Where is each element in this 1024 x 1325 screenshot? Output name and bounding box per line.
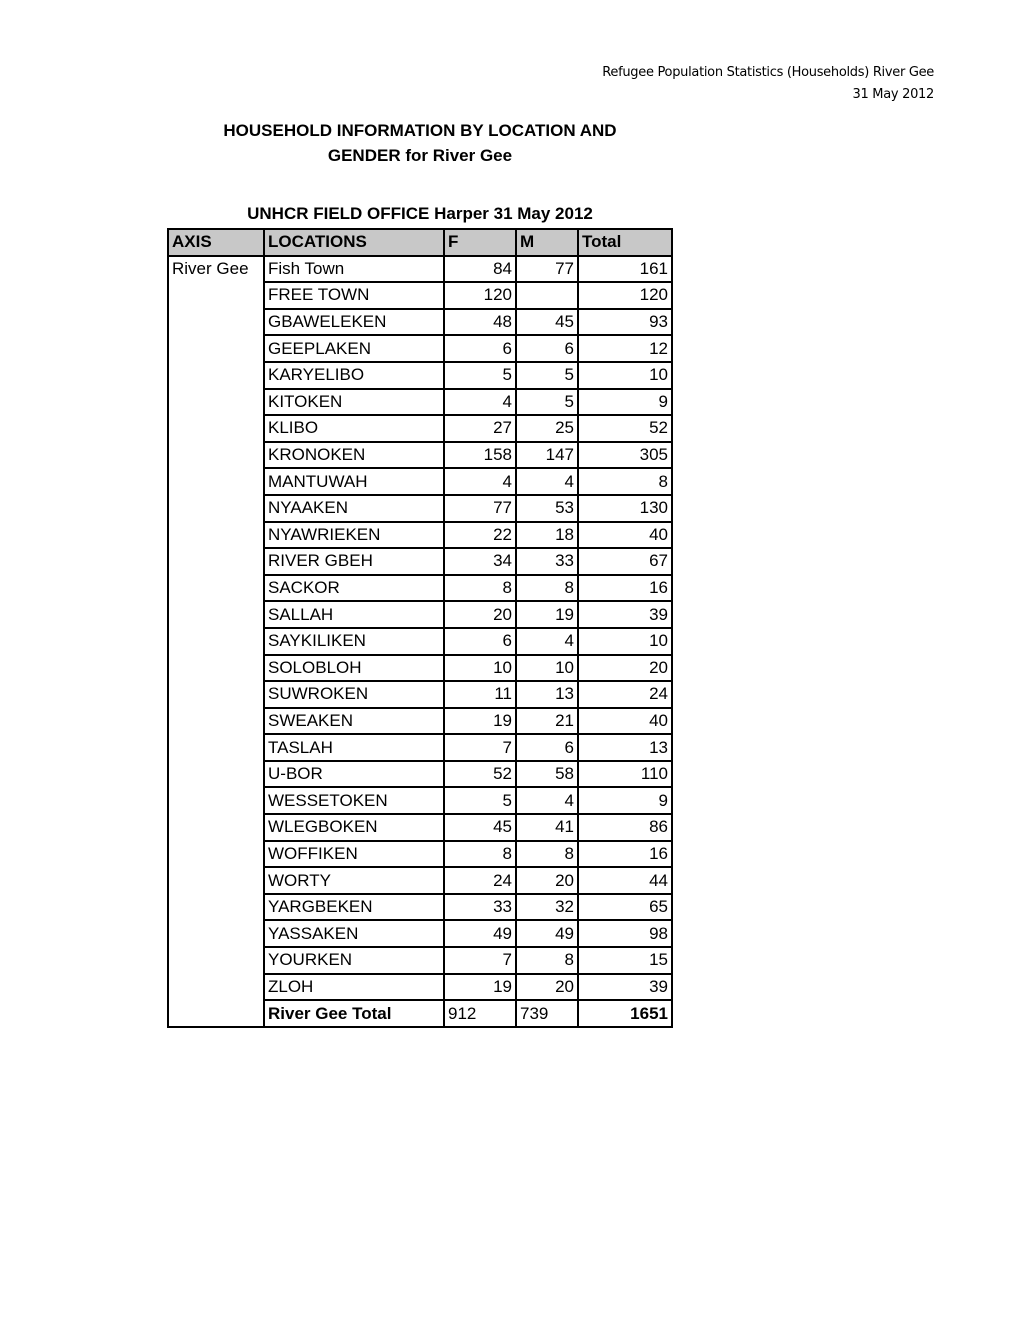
m-cell (516, 282, 578, 309)
col-header-locations: LOCATIONS (264, 229, 444, 256)
document-header (602, 62, 934, 106)
location-cell: WLEGBOKEN (264, 814, 444, 841)
f-cell: 48 (444, 309, 516, 336)
table-caption: UNHCR FIELD OFFICE Harper 31 May 2012 (247, 204, 593, 223)
m-cell: 20 (516, 867, 578, 894)
f-cell: 4 (444, 389, 516, 416)
f-cell: 158 (444, 442, 516, 469)
total-cell: 40 (578, 708, 672, 735)
m-cell: 8 (516, 947, 578, 974)
location-cell: KLIBO (264, 415, 444, 442)
f-cell: 4 (444, 468, 516, 495)
total-cell: 12 (578, 335, 672, 362)
total-cell: 39 (578, 601, 672, 628)
f-cell: 8 (444, 575, 516, 602)
m-cell: 18 (516, 522, 578, 549)
location-cell: GEEPLAKEN (264, 335, 444, 362)
location-cell: U-BOR (264, 761, 444, 788)
m-cell: 4 (516, 787, 578, 814)
m-cell: 25 (516, 415, 578, 442)
m-cell: 8 (516, 841, 578, 868)
m-cell: 33 (516, 548, 578, 575)
total-cell: 305 (578, 442, 672, 469)
total-cell: 120 (578, 282, 672, 309)
total-cell: 65 (578, 894, 672, 921)
col-header-total: Total (578, 229, 672, 256)
m-cell: 147 (516, 442, 578, 469)
axis-cell: River Gee (168, 256, 264, 1027)
f-cell: 24 (444, 867, 516, 894)
location-cell: SUWROKEN (264, 681, 444, 708)
f-cell: 5 (444, 787, 516, 814)
total-cell: 98 (578, 920, 672, 947)
m-cell: 6 (516, 335, 578, 362)
total-cell: 16 (578, 575, 672, 602)
location-cell: YASSAKEN (264, 920, 444, 947)
location-cell: YARGBEKEN (264, 894, 444, 921)
m-cell: 8 (516, 575, 578, 602)
m-cell: 49 (516, 920, 578, 947)
f-cell: 8 (444, 841, 516, 868)
location-cell: YOURKEN (264, 947, 444, 974)
household-table (167, 228, 673, 1028)
location-cell: MANTUWAH (264, 468, 444, 495)
f-cell: 33 (444, 894, 516, 921)
total-cell: 40 (578, 522, 672, 549)
location-cell: Fish Town (264, 256, 444, 283)
total-cell: 110 (578, 761, 672, 788)
location-cell: RIVER GBEH (264, 548, 444, 575)
location-cell: NYAAKEN (264, 495, 444, 522)
location-cell: NYAWRIEKEN (264, 522, 444, 549)
m-cell: 45 (516, 309, 578, 336)
f-cell: 27 (444, 415, 516, 442)
total-cell: 130 (578, 495, 672, 522)
f-cell: 10 (444, 655, 516, 682)
location-cell: ZLOH (264, 974, 444, 1001)
total-row-f: 912 (444, 1000, 516, 1027)
m-cell: 4 (516, 468, 578, 495)
m-cell: 20 (516, 974, 578, 1001)
location-cell: WESSETOKEN (264, 787, 444, 814)
m-cell: 5 (516, 389, 578, 416)
f-cell: 120 (444, 282, 516, 309)
location-cell: GBAWELEKEN (264, 309, 444, 336)
total-cell: 86 (578, 814, 672, 841)
m-cell: 19 (516, 601, 578, 628)
location-cell: FREE TOWN (264, 282, 444, 309)
m-cell: 21 (516, 708, 578, 735)
location-cell: SALLAH (264, 601, 444, 628)
f-cell: 22 (444, 522, 516, 549)
total-cell: 10 (578, 362, 672, 389)
total-cell: 39 (578, 974, 672, 1001)
total-cell: 10 (578, 628, 672, 655)
m-cell: 77 (516, 256, 578, 283)
total-cell: 93 (578, 309, 672, 336)
location-cell: TASLAH (264, 734, 444, 761)
location-cell: WOFFIKEN (264, 841, 444, 868)
f-cell: 19 (444, 974, 516, 1001)
location-cell: KARYELIBO (264, 362, 444, 389)
total-cell: 16 (578, 841, 672, 868)
m-cell: 53 (516, 495, 578, 522)
m-cell: 41 (516, 814, 578, 841)
col-header-m: M (516, 229, 578, 256)
m-cell: 10 (516, 655, 578, 682)
m-cell: 5 (516, 362, 578, 389)
table-body (168, 256, 672, 1027)
total-cell: 24 (578, 681, 672, 708)
total-cell: 52 (578, 415, 672, 442)
location-cell: KITOKEN (264, 389, 444, 416)
location-cell: SACKOR (264, 575, 444, 602)
page-title-line-1: HOUSEHOLD INFORMATION BY LOCATION AND (223, 121, 617, 140)
total-row-total: 1651 (578, 1000, 672, 1027)
table-header-row (168, 229, 672, 256)
f-cell: 5 (444, 362, 516, 389)
location-cell: WORTY (264, 867, 444, 894)
header-title: Refugee Population Statistics (Households) River Gee (602, 65, 934, 80)
location-cell: SOLOBLOH (264, 655, 444, 682)
f-cell: 77 (444, 495, 516, 522)
f-cell: 34 (444, 548, 516, 575)
total-cell: 67 (578, 548, 672, 575)
total-cell: 44 (578, 867, 672, 894)
f-cell: 7 (444, 734, 516, 761)
col-header-f: F (444, 229, 516, 256)
total-cell: 161 (578, 256, 672, 283)
f-cell: 20 (444, 601, 516, 628)
m-cell: 6 (516, 734, 578, 761)
f-cell: 6 (444, 335, 516, 362)
total-row-label: River Gee Total (264, 1000, 444, 1027)
m-cell: 58 (516, 761, 578, 788)
page-title-line-2: GENDER for River Gee (327, 146, 513, 165)
header-date: 31 May 2012 (852, 87, 934, 102)
col-header-axis: AXIS (168, 229, 264, 256)
total-cell: 9 (578, 389, 672, 416)
total-cell: 13 (578, 734, 672, 761)
m-cell: 4 (516, 628, 578, 655)
m-cell: 32 (516, 894, 578, 921)
f-cell: 84 (444, 256, 516, 283)
total-cell: 15 (578, 947, 672, 974)
location-cell: SWEAKEN (264, 708, 444, 735)
total-row-m: 739 (516, 1000, 578, 1027)
total-cell: 8 (578, 468, 672, 495)
location-cell: SAYKILIKEN (264, 628, 444, 655)
f-cell: 11 (444, 681, 516, 708)
f-cell: 49 (444, 920, 516, 947)
f-cell: 19 (444, 708, 516, 735)
f-cell: 45 (444, 814, 516, 841)
f-cell: 6 (444, 628, 516, 655)
page-title (170, 118, 670, 168)
f-cell: 7 (444, 947, 516, 974)
m-cell: 13 (516, 681, 578, 708)
location-cell: KRONOKEN (264, 442, 444, 469)
f-cell: 52 (444, 761, 516, 788)
total-cell: 9 (578, 787, 672, 814)
table-row (168, 256, 672, 283)
total-cell: 20 (578, 655, 672, 682)
